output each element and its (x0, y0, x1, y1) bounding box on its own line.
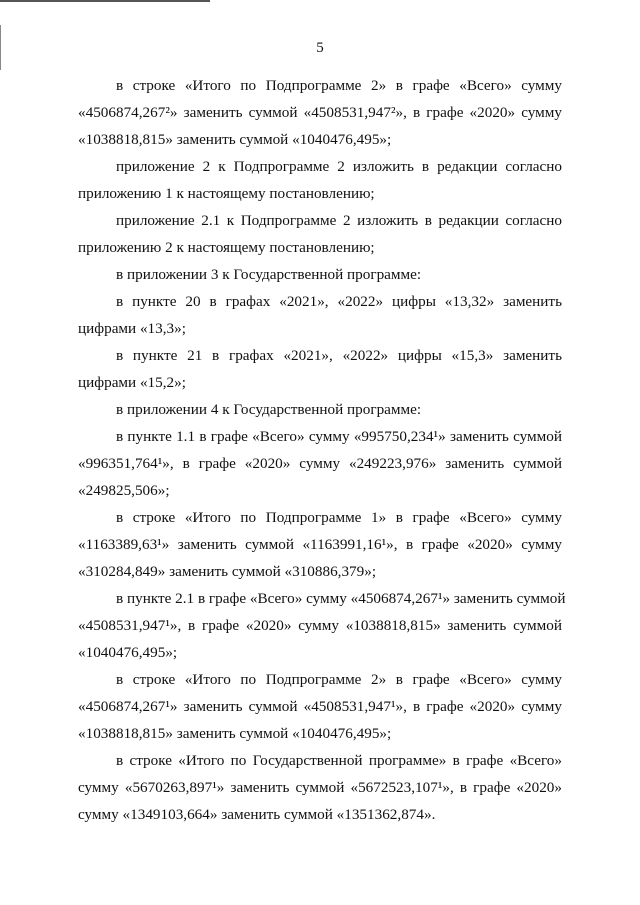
text-line: «1040476,495»; (78, 644, 178, 661)
text-line: «1038818,815» заменить суммой «1040476,495»; (78, 131, 392, 148)
text-line: приложение 2 к Подпрограмме 2 изложить в редакции согласно (116, 158, 562, 175)
text-line: приложение 2.1 к Подпрограмме 2 изложить в редакции согласно (116, 212, 562, 229)
text-line: «4508531,947¹», в графе «2020» сумму «1038818,815» заменить суммой (78, 617, 562, 634)
scan-edge-line (0, 0, 210, 2)
text-line: приложению 1 к настоящему постановлению; (78, 185, 375, 202)
text-line: «4506874,267²» заменить суммой «4508531,947²», в графе «2020» сумму (78, 104, 562, 121)
text-line: в пункте 20 в графах «2021», «2022» цифры «13,32» заменить (116, 293, 562, 310)
text-line: «249825,506»; (78, 482, 170, 499)
text-line: приложению 2 к настоящему постановлению; (78, 239, 375, 256)
text-line: в строке «Итого по Подпрограмме 1» в графе «Всего» сумму (116, 509, 562, 526)
text-line: цифрами «13,3»; (78, 320, 186, 337)
text-line: в пункте 21 в графах «2021», «2022» цифры «15,3» заменить (116, 347, 562, 364)
document-body (78, 72, 566, 828)
page-number: 5 (316, 40, 324, 56)
text-line: в приложении 4 к Государственной программе: (116, 401, 422, 418)
text-line: сумму «1349103,664» заменить суммой «1351362,874». (78, 806, 436, 823)
text-line: цифрами «15,2»; (78, 374, 186, 391)
text-line: в строке «Итого по Подпрограмме 2» в графе «Всего» сумму (116, 77, 562, 94)
text-line: «4506874,267¹» заменить суммой «4508531,947¹», в графе «2020» сумму (78, 698, 562, 715)
text-line: в пункте 2.1 в графе «Всего» сумму «4506874,267¹» заменить суммой (116, 590, 566, 607)
text-line: в строке «Итого по Подпрограмме 2» в графе «Всего» сумму (116, 671, 562, 688)
text-line: «996351,764¹», в графе «2020» сумму «249223,976» заменить суммой (78, 455, 562, 472)
text-line: в строке «Итого по Государственной программе» в графе «Всего» (116, 752, 562, 769)
text-line: в приложении 3 к Государственной программе: (116, 266, 422, 283)
text-line: «1163389,63¹» заменить суммой «1163991,16¹», в графе «2020» сумму (78, 536, 562, 553)
text-line: в пункте 1.1 в графе «Всего» сумму «995750,234¹» заменить суммой (116, 428, 562, 445)
text-line: «310284,849» заменить суммой «310886,379»; (78, 563, 377, 580)
text-line: «1038818,815» заменить суммой «1040476,495»; (78, 725, 392, 742)
text-line: сумму «5670263,897¹» заменить суммой «5672523,107¹», в графе «2020» (78, 779, 562, 796)
